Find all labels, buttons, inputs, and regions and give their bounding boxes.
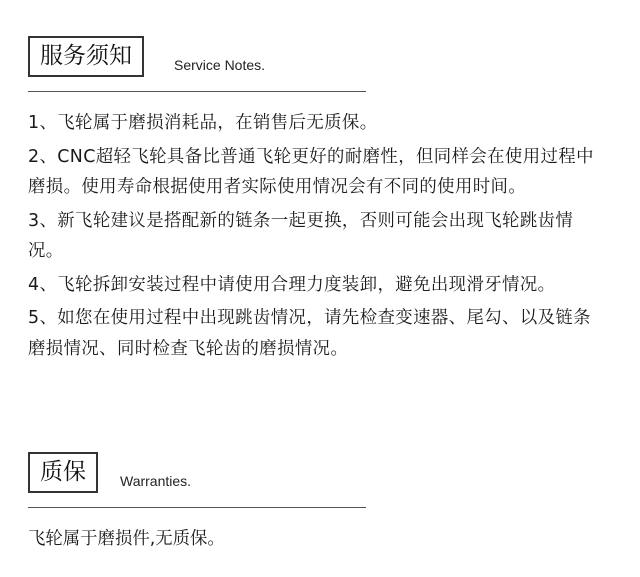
service-note-2: 2、CNC超轻飞轮具备比普通飞轮更好的耐磨性，但同样会在使用过程中磨损。使用寿命根据使用者实际使用情况会有不同的使用时间。: [28, 146, 594, 197]
service-title: 服务须知: [28, 36, 144, 77]
warranty-text: 飞轮属于磨损件,无质保。: [28, 529, 225, 549]
warranty-heading: [28, 452, 608, 508]
service-note-1: 1、飞轮属于磨损消耗品，在销售后无质保。: [28, 113, 378, 133]
service-notes-section: [28, 36, 608, 367]
service-heading-rule: [28, 91, 366, 92]
service-note-5: 5、如您在使用过程中出现跳齿情况，请先检查变速器、尾勾、以及链条磨损情况、同时检查飞轮齿的磨损情况。: [28, 308, 591, 359]
service-note-4: 4、飞轮拆卸安装过程中请使用合理力度装卸，避免出现滑牙情况。: [28, 274, 556, 295]
service-subtitle: Service Notes.: [174, 57, 266, 73]
warranty-heading-rule: [28, 507, 366, 508]
service-note-3: 3、新飞轮建议是搭配新的链条一起更换，否则可能会出现飞轮跳齿情况。: [28, 210, 574, 261]
warranty-section: [28, 452, 608, 554]
service-notes-list: [28, 108, 608, 364]
warranty-subtitle: Warranties.: [120, 473, 192, 489]
warranty-title: 质保: [28, 452, 98, 493]
service-heading: [28, 36, 608, 92]
